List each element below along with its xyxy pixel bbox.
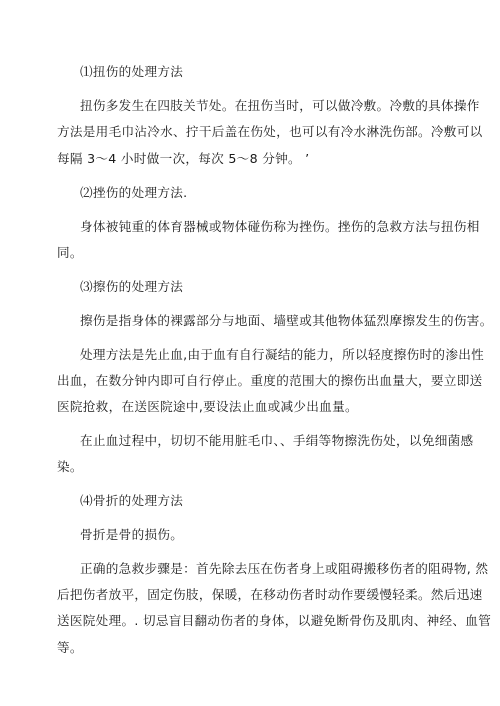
paragraph-line: 同。 (57, 245, 83, 260)
heading-contusion: ⑵挫伤的处理方法. (80, 185, 188, 200)
paragraph-line: 医院抢救，在送医院途中,要设法止血或减少出血量。 (57, 399, 358, 414)
paragraph-line: 等。 (57, 640, 83, 655)
paragraph-line: 送医院处理。. 切忌盲目翻动伤者的身体，以避免断骨伤及肌肉、神经、血管 (57, 613, 492, 628)
paragraph-line: 后把伤者放平，固定伤肢，保暖，在移动伤者时动作要缓慢轻柔。然后迅速 (57, 587, 483, 602)
heading-abrasion: ⑶擦伤的处理方法 (80, 279, 184, 294)
paragraph-line: 身体被钝重的体育器械或物体碰伤称为挫伤。挫伤的急救方法与扭伤相 (80, 219, 480, 234)
paragraph-line: 正确的急救步骤是：首先除去压在伤者身上或阻碍搬移伤者的阻碍物, 然 (80, 561, 489, 576)
paragraph-line: 染。 (57, 459, 83, 474)
paragraph-line: 出血，在数分钟内即可自行停止。重度的范围大的擦伤出血量大，要立即送 (57, 373, 483, 388)
paragraph-line: 扭伤多发生在四肢关节处。在扭伤当时，可以做冷敷。冷敷的具体操作 (80, 98, 480, 113)
paragraph-line: 每隔 3～4 小时做一次，每次 5～8 分钟。 ’ (57, 151, 310, 166)
paragraph-line: 骨折是骨的损伤。 (80, 527, 184, 542)
paragraph-line: 擦伤是指身体的裸露部分与地面、墙壁或其他物体猛烈摩擦发生的伤害。 (80, 313, 493, 328)
paragraph-line: 在止血过程中，切切不能用脏毛巾、、手绢等物擦洗伤处，以免细菌感 (80, 433, 474, 448)
paragraph-line: 方法是用毛巾沾冷水、拧干后盖在伤处，也可以有冷水淋洗伤部。冷敷可以 (57, 124, 483, 139)
heading-fracture: ⑷骨折的处理方法 (80, 493, 184, 508)
paragraph-line: 处理方法是先止血,由于血有自行凝结的能力，所以轻度擦伤时的渗出性 (80, 347, 485, 362)
heading-sprain: ⑴扭伤的处理方法 (80, 64, 184, 79)
